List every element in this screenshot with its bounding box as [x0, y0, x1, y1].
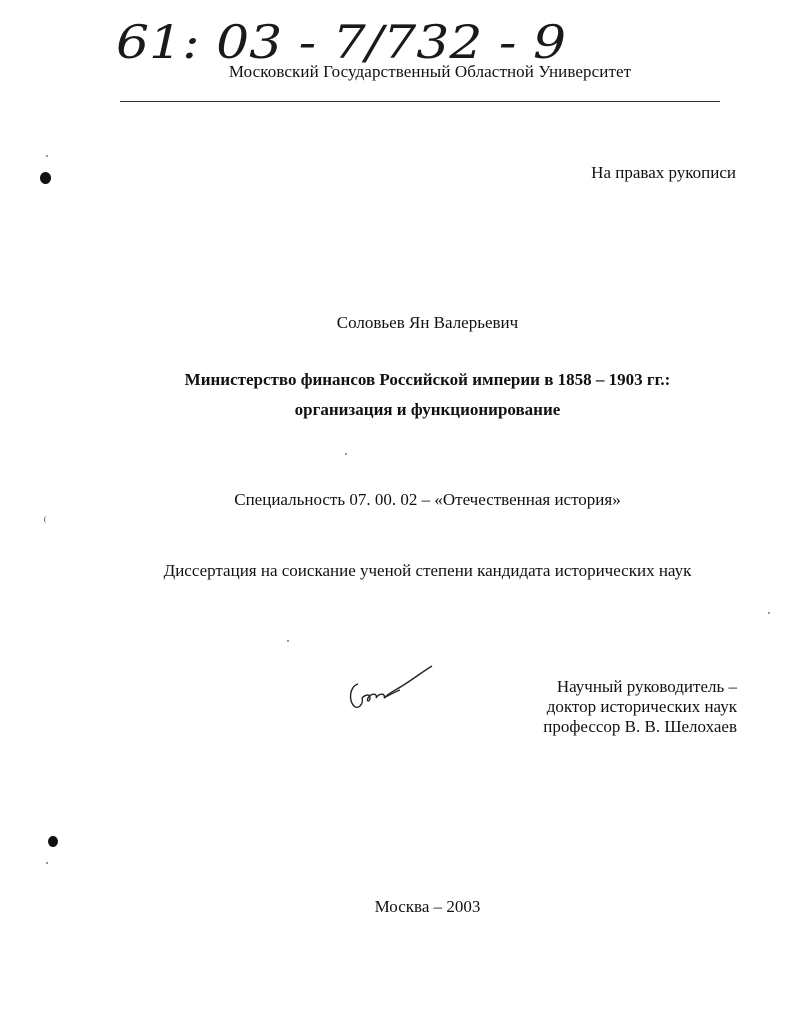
scan-hole-dot-top [40, 172, 51, 184]
scan-speck [46, 155, 48, 157]
dissertation-title-line-2: организация и функционирование [294, 400, 561, 419]
dissertation-title-line-1: Министерство финансов Российской империи в 1858 – 1903 гг.: [184, 370, 671, 389]
speciality-line: Специальность 07. 00. 02 – «Отечественная история» [234, 490, 621, 509]
header-divider [120, 101, 720, 102]
city-year: Москва – 2003 [374, 897, 481, 916]
scan-speck [287, 640, 289, 642]
catalog-number-text: 61: 03 - 7/732 - 9 [116, 15, 566, 69]
scan-speck [44, 516, 49, 523]
supervisor-degree: доктор исторических наук [546, 697, 737, 716]
supervisor-block [543, 677, 737, 737]
scan-speck [768, 612, 770, 614]
scan-speck [345, 453, 347, 455]
signature-scribble [340, 660, 440, 720]
supervisor-name: профессор В. В. Шелохаев [543, 717, 737, 736]
university-name: Московский Государственный Областной Университет [228, 62, 632, 81]
manuscript-rights-note: На правах рукописи [591, 163, 736, 182]
supervisor-role: Научный руководитель – [556, 677, 737, 696]
author-name: Соловьев Ян Валерьевич [336, 313, 519, 332]
degree-line: Диссертация на соискание ученой степени кандидата исторических наук [163, 561, 692, 580]
scan-speck [46, 862, 48, 864]
scan-hole-dot-bottom [48, 836, 58, 847]
